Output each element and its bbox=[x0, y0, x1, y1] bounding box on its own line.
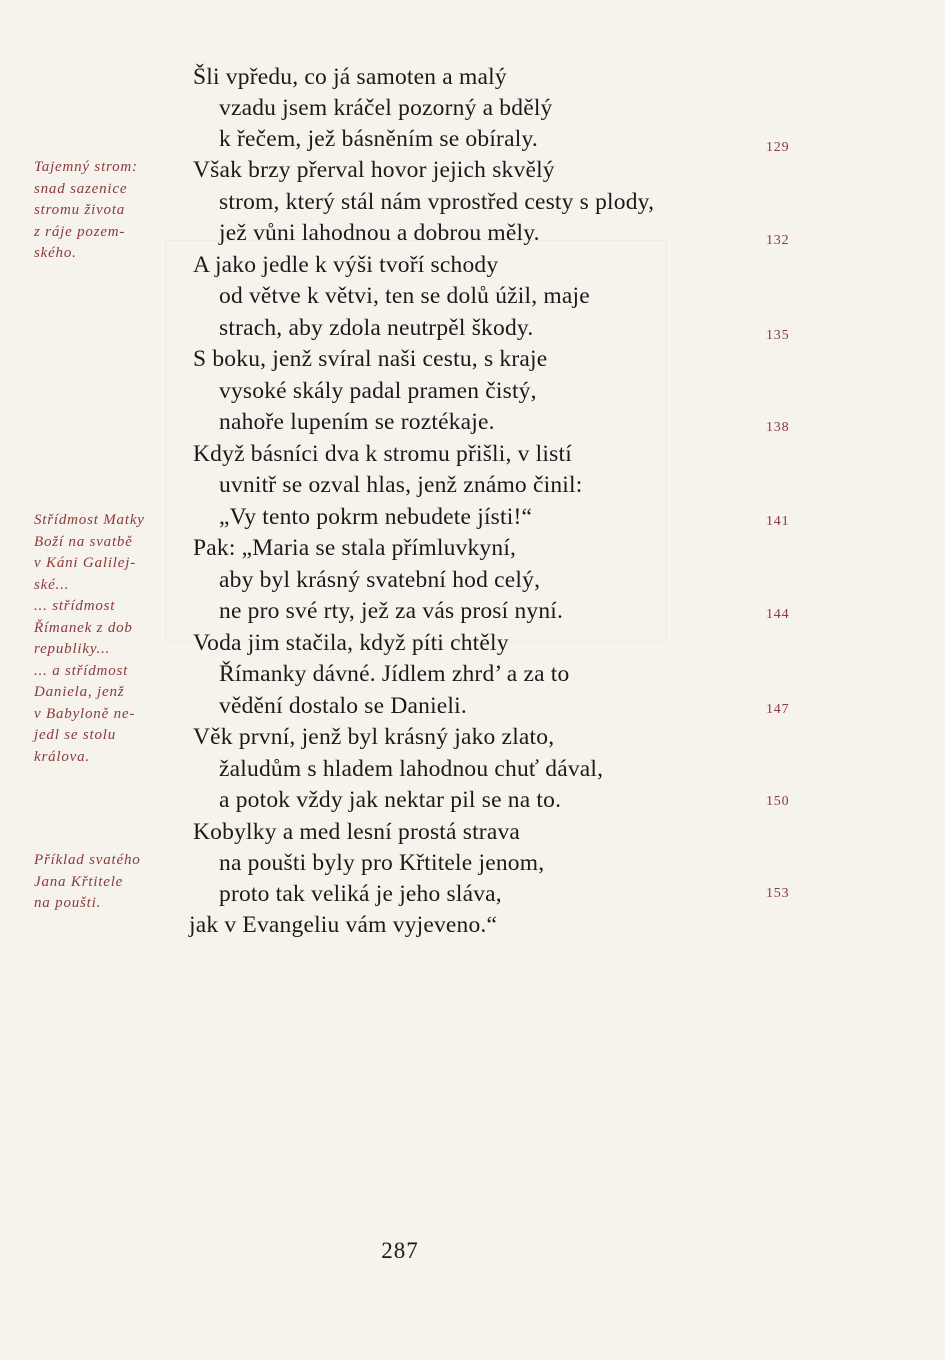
verse-line: na poušti byly pro Křtitele jenom, bbox=[219, 850, 545, 876]
gloss-line: v Káni Galilej- bbox=[34, 555, 136, 571]
verse-line: žaludům s hladem lahodnou chuť dával, bbox=[219, 756, 604, 782]
verse-line: strach, aby zdola neutrpěl škody. bbox=[219, 315, 534, 341]
verse-line: strom, který stál nám vprostřed cesty s plody, bbox=[219, 189, 655, 215]
verse-number: 132 bbox=[766, 233, 790, 248]
verse-number: 150 bbox=[766, 794, 790, 809]
gloss-line: republiky... bbox=[34, 641, 111, 657]
verse-line: vysoké skály padal pramen čistý, bbox=[219, 378, 537, 404]
gloss-line: Daniela, jenž bbox=[34, 684, 125, 700]
verse-line: Římanky dávné. Jídlem zhrd’ a za to bbox=[219, 661, 570, 687]
gloss-john-baptist bbox=[34, 850, 184, 915]
gloss-line: na poušti. bbox=[34, 895, 102, 911]
verse-line: Věk první, jenž byl krásný jako zlato, bbox=[193, 724, 555, 750]
verse-line: Však brzy přerval hovor jejich skvělý bbox=[193, 157, 555, 183]
verse-line: a potok vždy jak nektar pil se na to. bbox=[219, 787, 562, 813]
gloss-line: v Babyloně ne- bbox=[34, 705, 136, 722]
verse-line: Pak: „Maria se stala přímluvkyní, bbox=[193, 535, 517, 561]
verse-number: 147 bbox=[766, 702, 790, 717]
gloss-line: Tajemný strom: bbox=[34, 159, 138, 175]
gloss-line: ského. bbox=[34, 245, 77, 261]
verse-line: S boku, jenž svíral naši cestu, s kraje bbox=[193, 346, 548, 372]
gloss-temperance bbox=[34, 510, 184, 768]
gloss-line: Střídmost Matky bbox=[34, 512, 145, 528]
verse-line: Když básníci dva k stromu přišli, v listí bbox=[193, 441, 572, 467]
verse-line: Voda jim stačila, když píti chtěly bbox=[193, 630, 509, 656]
verse-line: aby byl krásný svatební hod celý, bbox=[219, 567, 541, 593]
verse-line: k řečem, jež básněním se obíraly. bbox=[219, 126, 538, 152]
gloss-mysterious-tree bbox=[34, 157, 184, 265]
gloss-line: ... střídmost bbox=[34, 598, 116, 614]
verse-line: A jako jedle k výši tvoří schody bbox=[193, 252, 499, 278]
verse-number: 129 bbox=[766, 140, 790, 155]
gloss-line: ské... bbox=[34, 576, 70, 593]
verse-number: 135 bbox=[766, 328, 790, 343]
verse-line: jak v Evangeliu vám vyjeveno.“ bbox=[189, 912, 498, 938]
gloss-line: Jana Křtitele bbox=[34, 873, 124, 890]
verse-number: 141 bbox=[766, 514, 790, 529]
verse-line: Kobylky a med lesní prostá strava bbox=[193, 819, 521, 845]
gloss-line: Boží na svatbě bbox=[34, 533, 133, 550]
verse-line: vědění dostalo se Danieli. bbox=[219, 693, 467, 719]
verse-number: 153 bbox=[766, 886, 790, 901]
gloss-line: Příklad svatého bbox=[34, 852, 141, 868]
gloss-line: stromu života bbox=[34, 202, 126, 218]
verse-line: Šli vpředu, co já samoten a malý bbox=[193, 64, 507, 90]
verse-line: jež vůni lahodnou a dobrou měly. bbox=[219, 220, 540, 246]
verse-number: 138 bbox=[766, 420, 790, 435]
verse-number: 144 bbox=[766, 607, 790, 622]
gloss-line: z ráje pozem- bbox=[34, 223, 126, 240]
gloss-line: králova. bbox=[34, 748, 90, 765]
verse-line: od větve k větvi, ten se dolů úžil, maje bbox=[219, 283, 590, 309]
verse-line: ne pro své rty, jež za vás prosí nyní. bbox=[219, 598, 564, 624]
verse-line: nahoře lupením se roztékaje. bbox=[219, 409, 495, 435]
gloss-line: Římanek z dob bbox=[34, 619, 133, 636]
verse-line: proto tak veliká je jeho sláva, bbox=[219, 881, 502, 907]
page-number: 287 bbox=[381, 1238, 419, 1263]
verse-line: uvnitř se ozval hlas, jenž známo činil: bbox=[219, 472, 583, 498]
verse-line: vzadu jsem kráčel pozorný a bdělý bbox=[219, 95, 553, 121]
gloss-line: jedl se stolu bbox=[34, 727, 117, 743]
verse-line: „Vy tento pokrm nebudete jísti!“ bbox=[219, 504, 533, 530]
gloss-line: ... a střídmost bbox=[34, 662, 129, 679]
gloss-line: snad sazenice bbox=[34, 180, 128, 197]
